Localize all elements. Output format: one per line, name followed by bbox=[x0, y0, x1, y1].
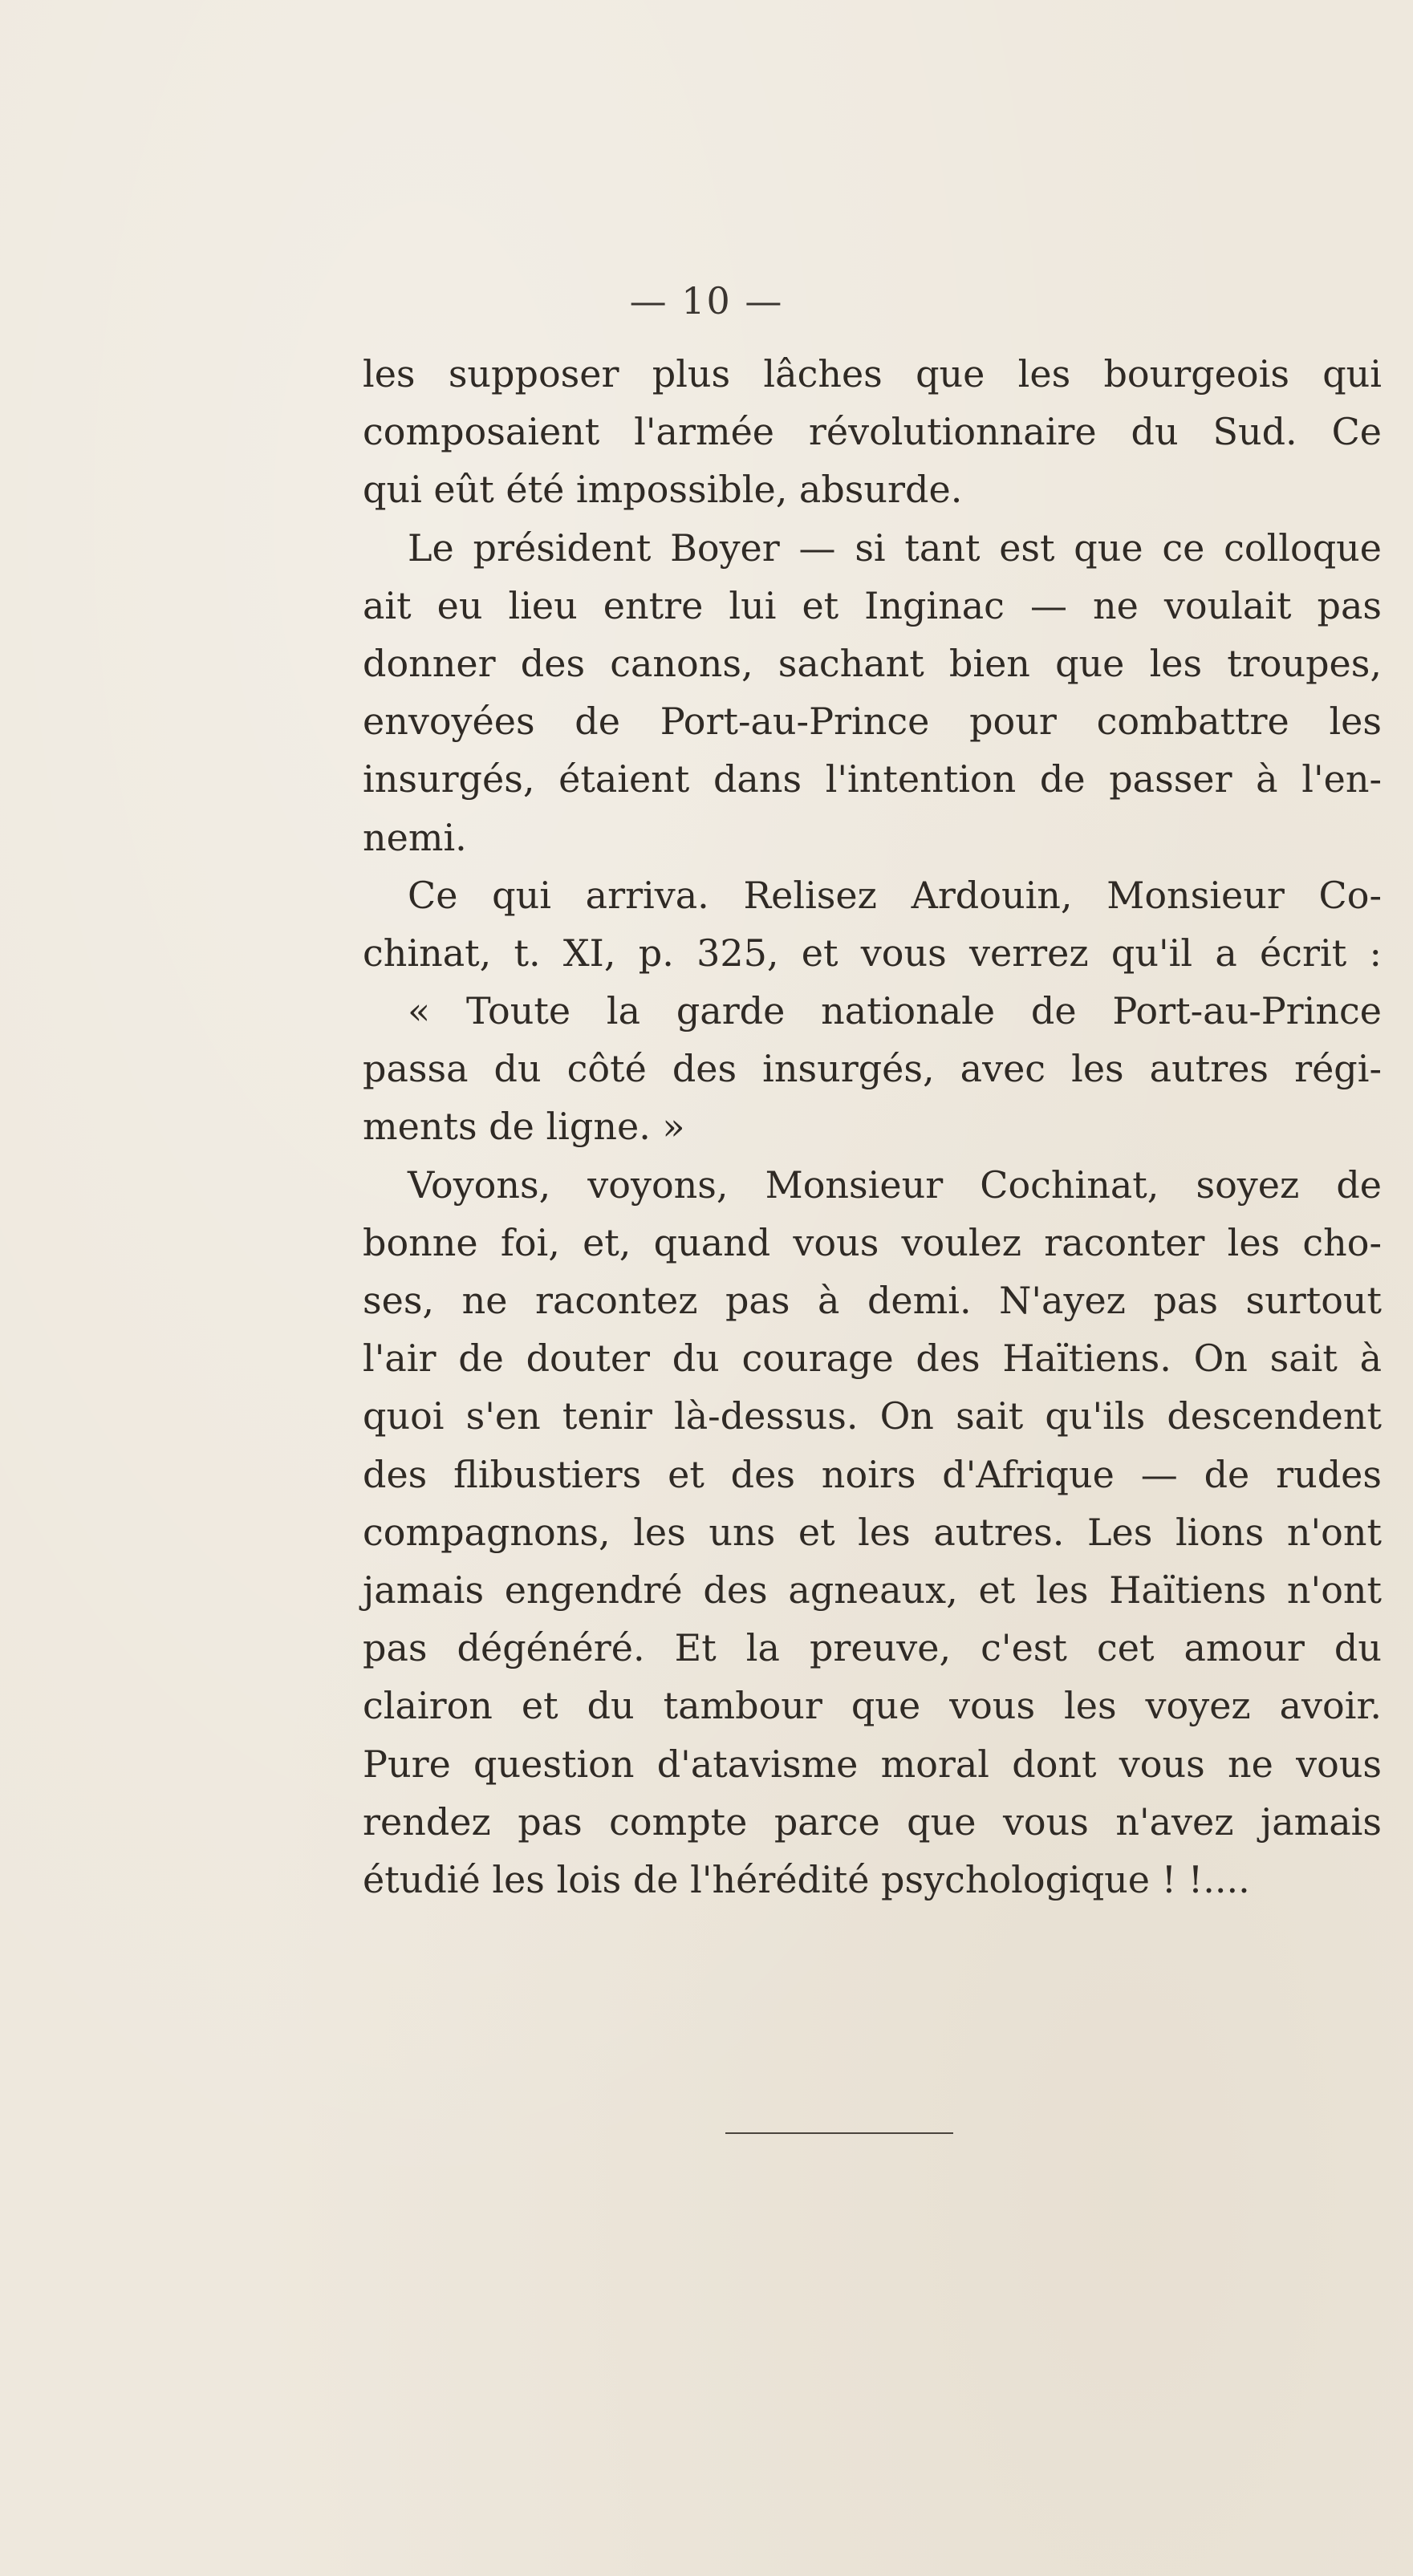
text-line: qui eût été impossible, absurde. bbox=[363, 468, 963, 512]
section-divider bbox=[725, 2132, 953, 2134]
text-line: Le président Boyer — si tant est que ce colloque bbox=[408, 525, 1382, 570]
text-line: bonne foi, et, quand vous voulez raconter les cho- bbox=[363, 1220, 1382, 1264]
text-line: insurgés, étaient dans l'intention de passer à l'en- bbox=[363, 757, 1382, 801]
text-line: les supposer plus lâches que les bourgeois qui bbox=[363, 352, 1382, 396]
text-line: ses, ne racontez pas à demi. N'ayez pas surtout bbox=[363, 1279, 1382, 1322]
text-line: rendez pas compte parce que vous n'avez jamais bbox=[363, 1799, 1382, 1844]
text-line: jamais engendré des agneaux, et les Haïtiens n'ont bbox=[363, 1568, 1382, 1612]
text-line: quoi s'en tenir là-dessus. On sait qu'ils descendent bbox=[363, 1394, 1382, 1438]
text-line: compagnons, les uns et les autres. Les lions n'ont bbox=[363, 1510, 1382, 1554]
text-line: composaient l'armée révolutionnaire du Sud. Ce bbox=[363, 410, 1382, 454]
page-number: — 10 — bbox=[629, 279, 784, 323]
body-text bbox=[363, 345, 1382, 1909]
text-line: ait eu lieu entre lui et Inginac — ne voulait pas bbox=[363, 583, 1382, 627]
text-line: l'air de douter du courage des Haïtiens. On sait à bbox=[363, 1337, 1382, 1381]
text-line: chinat, t. XI, p. 325, et vous verrez qu'il a écrit : bbox=[363, 931, 1382, 975]
text-line: étudié les lois de l'hérédité psychologique ! !.... bbox=[363, 1857, 1250, 1901]
text-line: passa du côté des insurgés, avec les autres régi- bbox=[363, 1047, 1382, 1091]
text-line: « Toute la garde nationale de Port-au-Prince bbox=[408, 989, 1382, 1033]
text-line: Ce qui arriva. Relisez Ardouin, Monsieur Co- bbox=[408, 873, 1382, 917]
text-line: envoyées de Port-au-Prince pour combattre les bbox=[363, 700, 1382, 744]
text-line: des flibustiers et des noirs d'Afrique — de rudes bbox=[363, 1452, 1382, 1496]
text-line: donner des canons, sachant bien que les troupes, bbox=[363, 641, 1382, 685]
text-line: Voyons, voyons, Monsieur Cochinat, soyez de bbox=[408, 1162, 1382, 1207]
text-line: nemi. bbox=[363, 815, 467, 859]
text-line: Pure question d'atavisme moral dont vous ne vous bbox=[363, 1742, 1382, 1786]
text-line: ments de ligne. » bbox=[363, 1105, 685, 1149]
text-line: clairon et du tambour que vous les voyez avoir. bbox=[363, 1684, 1382, 1728]
text-line: pas dégénéré. Et la preuve, c'est cet amour du bbox=[363, 1626, 1382, 1670]
